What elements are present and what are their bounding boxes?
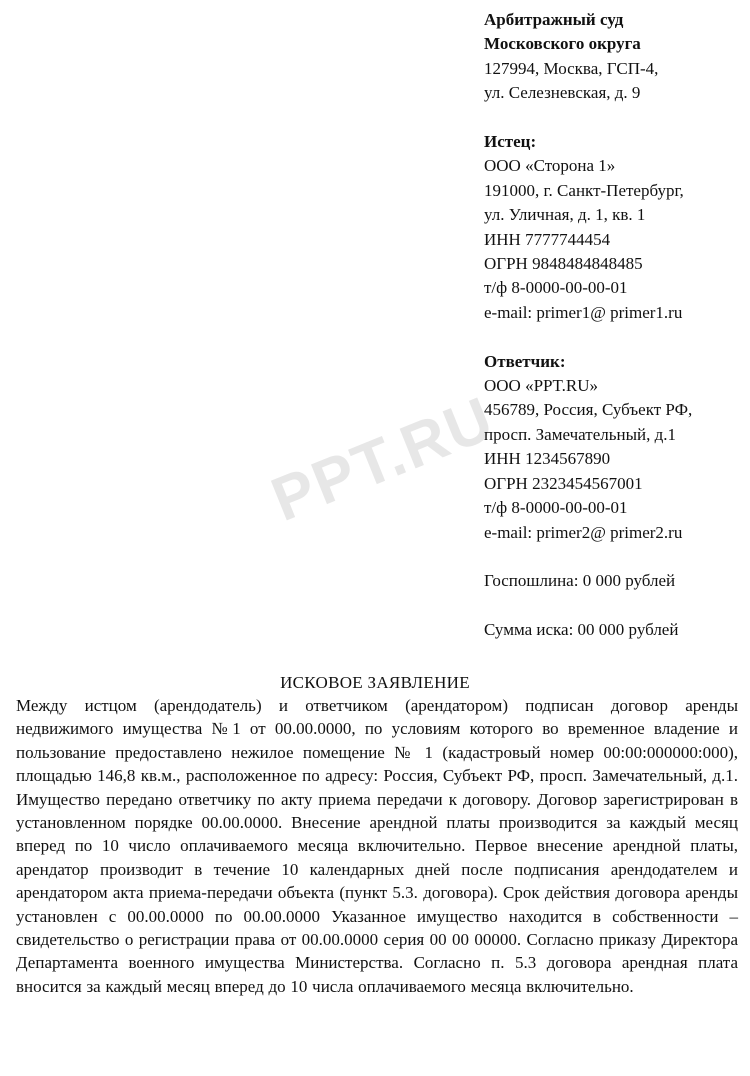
- plaintiff-email: e-mail: primer1@ primer1.ru: [484, 302, 683, 322]
- defendant-phone: т/ф 8-0000-00-00-01: [484, 498, 628, 518]
- plaintiff-name: ООО «Сторона 1»: [484, 156, 616, 176]
- addressee-block: [484, 8, 746, 643]
- defendant-email: e-mail: primer2@ primer2.ru: [484, 522, 683, 542]
- plaintiff-inn: ИНН 7777744454: [484, 229, 611, 249]
- spacer: [484, 106, 746, 130]
- spacer: [484, 594, 746, 618]
- claim-amount: Сумма иска: 00 000 рублей: [484, 620, 679, 640]
- plaintiff-street: ул. Уличная, д. 1, кв. 1: [484, 205, 646, 225]
- court-address-line1: 127994, Москва, ГСП-4,: [484, 58, 659, 78]
- court-address-line2: ул. Селезневская, д. 9: [484, 83, 641, 103]
- defendant-heading: Ответчик:: [484, 351, 566, 371]
- plaintiff-heading: Истец:: [484, 132, 537, 152]
- claim-body-text: Между истцом (арендодатель) и ответчиком (арендатором) подписан договор аренды недвижимого имущества №1 от 00.00.0000, по условиям которого во временное владение и пользование предоставлено нежилое помещение № 1 (кадастровый номер 00:00:000000:000), площадью 146,8 кв.м., расположенное по адресу: Россия, Субъект РФ, просп. Замечательный, д.1. Имущество передано ответчику по акту приема передачи к договору. Договор зарегистрирован в установленном порядке 00.00.0000. Внесение арендной платы производится за каждый месяц вперед по 10 число оплачиваемого месяца включительно. Первое внесение арендной платы, арендатор производит в течение 10 календарных дней после подписания арендодателем и арендатором акта приема-передачи объекта (пункт 5.3. договора). Срок действия договора аренды установлен с 00.00.0000 по 00.00.0000 Указанное имущество находится в собственности – свидетельство о регистрации права от 00.00.0000 серия 00 00 00000. Согласно приказу Директора Департамента военного имущества Министерства. Согласно п. 5.3 договора арендная плата вносится за каждый месяц вперед до 10 числа оплачиваемого месяца включительно.: [16, 696, 738, 996]
- defendant-street: просп. Замечательный, д.1: [484, 424, 676, 444]
- state-fee: Госпошлина: 0 000 рублей: [484, 571, 676, 591]
- court-name-line2: Московского округа: [484, 34, 641, 54]
- defendant-ogrn: ОГРН 2323454567001: [484, 473, 643, 493]
- plaintiff-city: 191000, г. Санкт-Петербург,: [484, 180, 684, 200]
- court-name-line1: Арбитражный суд: [484, 10, 624, 29]
- defendant-name: ООО «PPT.RU»: [484, 376, 598, 396]
- spacer: [484, 545, 746, 569]
- defendant-inn: ИНН 1234567890: [484, 449, 611, 469]
- plaintiff-phone: т/ф 8-0000-00-00-01: [484, 278, 628, 298]
- watermark: PPT.RU: [262, 383, 504, 535]
- spacer: [484, 325, 746, 349]
- plaintiff-ogrn: ОГРН 9848484848485: [484, 254, 643, 274]
- document-title: ИСКОВОЕ ЗАЯВЛЕНИЕ: [280, 673, 470, 692]
- defendant-region: 456789, Россия, Субъект РФ,: [484, 400, 693, 420]
